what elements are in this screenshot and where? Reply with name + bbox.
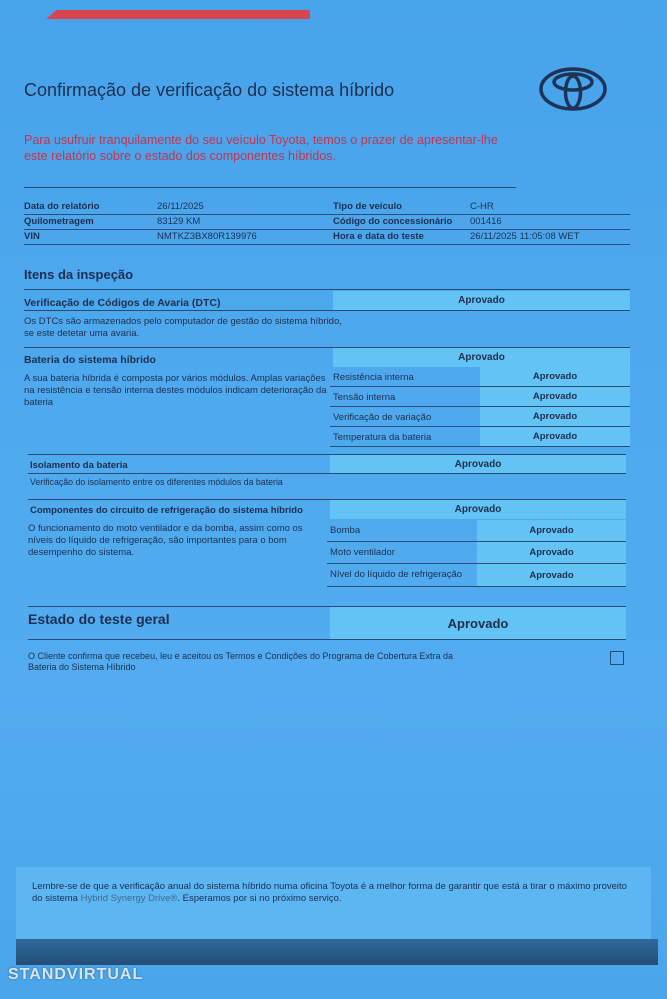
divider: [28, 639, 626, 640]
battery-description: A sua bateria híbrida é composta por vários módulos. Amplas variações na resistência e tensão interna destes módulos indicam deterioração da bateria: [24, 373, 327, 408]
isolation-description: Verificação do isolamento entre os diferentes módulos da bateria: [30, 477, 283, 487]
check-label: Bomba: [330, 525, 361, 536]
divider: [24, 187, 516, 188]
info-row: [24, 215, 630, 230]
cooling-check-row: [327, 542, 626, 564]
check-label: Resistência interna: [333, 372, 414, 383]
battery-check-row: [330, 407, 630, 427]
check-status: Aprovado: [477, 520, 626, 541]
divider: [24, 289, 630, 290]
mileage-label: Quilometragem: [24, 216, 94, 227]
consent-checkbox[interactable]: [610, 651, 624, 665]
isolation-status: Aprovado: [330, 455, 626, 473]
report-date-label: Data do relatório: [24, 201, 100, 212]
check-label: Temperatura da bateria: [333, 432, 432, 443]
cooling-title: Componentes do circuito de refrigeração do sistema híbrido: [30, 505, 303, 516]
check-status: Aprovado: [480, 367, 630, 386]
check-label: Nível do líquido de refrigeração: [330, 569, 463, 580]
report-date-value: 26/11/2025: [157, 201, 204, 212]
dealer-code-label: Código do concessionário: [333, 216, 453, 227]
vehicle-info-table: [24, 200, 630, 245]
footer-bar: [16, 939, 658, 965]
hybrid-synergy-drive-brand: Hybrid Synergy Drive®: [80, 893, 178, 904]
intro-text: Para usufruir tranquilamente do seu veículo Toyota, temos o prazer de apresentar-lhe este relatório sobre o estado dos componentes híbridos.: [24, 133, 498, 163]
battery-status: Aprovado: [333, 348, 630, 367]
cooling-check-row: [327, 520, 626, 542]
check-status: Aprovado: [477, 564, 626, 586]
check-status: Aprovado: [480, 387, 630, 406]
battery-check-row: [330, 367, 630, 387]
standvirtual-watermark: STANDVIRTUAL: [8, 966, 144, 983]
page-title: Confirmação de verificação do sistema híbrido: [24, 80, 395, 100]
dtc-description: Os DTCs são armazenados pelo computador de gestão do sistema híbrido, se este detetar uma avaria.: [24, 316, 342, 339]
vehicle-type-value: C-HR: [470, 201, 494, 212]
cooling-status: Aprovado: [330, 500, 626, 519]
vin-value: NMTKZ3BX80R139976: [157, 231, 257, 242]
dtc-status: Aprovado: [333, 291, 630, 310]
dealer-code-value: 001416: [470, 216, 502, 227]
overall-status: Aprovado: [330, 607, 626, 639]
test-time-value: 26/11/2025 11:05:08 WET: [470, 231, 580, 242]
divider: [28, 473, 626, 474]
battery-title: Bateria do sistema híbrido: [24, 354, 156, 366]
check-status: Aprovado: [480, 427, 630, 446]
test-time-label: Hora e data do teste: [333, 231, 424, 242]
battery-check-row: [330, 427, 630, 447]
dtc-title: Verificação de Códigos de Avaria (DTC): [24, 297, 221, 309]
check-status: Aprovado: [477, 542, 626, 563]
mileage-value: 83129 KM: [157, 216, 201, 227]
info-row: [24, 200, 630, 215]
check-status: Aprovado: [480, 407, 630, 426]
overall-title: Estado do teste geral: [28, 611, 170, 627]
check-label: Tensão interna: [333, 392, 396, 403]
footer-text-part: Lembre-se de que a verificação anual do sistema híbrido numa oficina Toyota é a melhor forma de garantir que está a tirar o máximo proveito do sistema: [32, 881, 627, 904]
footer-note: [16, 867, 651, 939]
red-header-strip: [46, 10, 310, 19]
vin-label: VIN: [24, 231, 40, 242]
consent-text: O Cliente confirma que recebeu, leu e aceitou os Termos e Condições do Programa de Cobertura Extra da Bateria do Sistema Híbrido: [28, 651, 454, 672]
footer-text: [32, 881, 632, 905]
battery-check-row: [330, 387, 630, 407]
cooling-check-row: [327, 564, 626, 587]
cooling-description: O funcionamento do moto ventilador e da bomba, assim como os níveis do líquido de refrigeração, são importantes para o bom desempenho do sistema.: [28, 523, 303, 558]
items-heading: Itens da inspeção: [24, 267, 134, 282]
info-row: [24, 230, 630, 245]
isolation-title: Isolamento da bateria: [30, 460, 128, 471]
check-label: Verificação de variação: [333, 412, 432, 423]
toyota-logo-icon: [538, 66, 608, 112]
vehicle-type-label: Tipo de veículo: [333, 201, 402, 212]
divider: [24, 310, 630, 311]
check-label: Moto ventilador: [330, 547, 395, 558]
footer-text-part: . Esperamos por si no próximo serviço.: [177, 893, 342, 904]
